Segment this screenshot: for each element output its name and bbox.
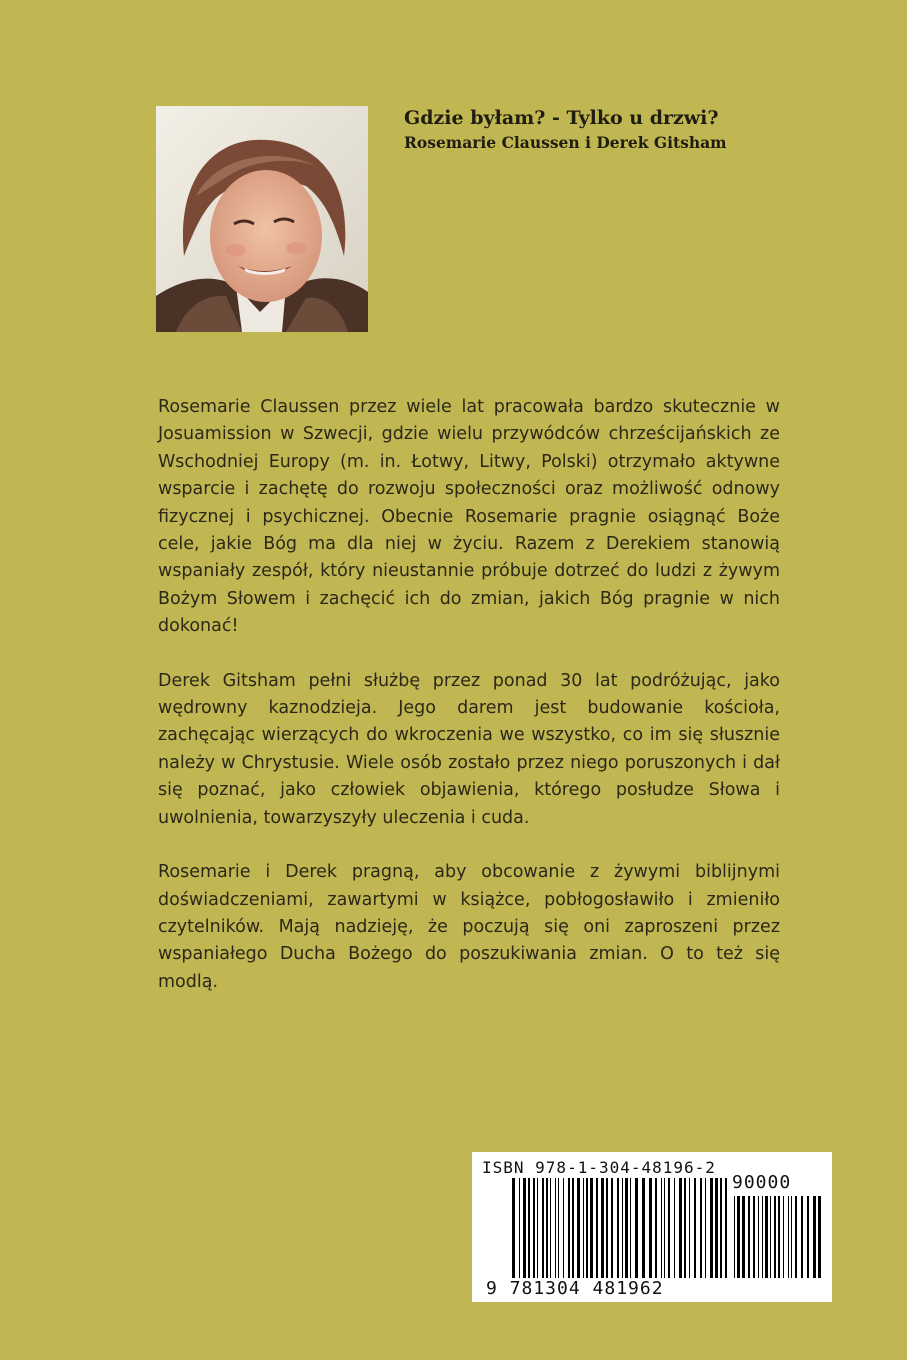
barcode-bar [774, 1196, 776, 1278]
barcode-bar [635, 1178, 638, 1278]
barcode-bar [668, 1178, 670, 1278]
barcode-bar [737, 1196, 740, 1278]
barcode-bar [577, 1178, 580, 1278]
barcode-bar [617, 1178, 619, 1278]
barcode-bar [807, 1196, 809, 1278]
barcode-bar [734, 1196, 735, 1278]
barcode-bar [606, 1178, 608, 1278]
barcode-bar [748, 1196, 750, 1278]
barcode-bar [558, 1178, 559, 1278]
title-block [404, 106, 784, 154]
barcode-bar [528, 1178, 530, 1278]
book-title: Gdzie byłam? - Tylko u drzwi? [404, 107, 719, 129]
barcode-bar [705, 1178, 706, 1278]
paragraph-both: Rosemarie i Derek pragną, aby obcowanie z żywymi biblijnymi doświadczeniami, zawartymi w książce, pobłogosławiło i zmieniło czytelników. Mają nadzieję, że poczują się oni zaproszeni przez wspaniałego Ducha Bożego do poszukiwania zmian. O to też się modlą. [158, 862, 780, 992]
barcode-bar [778, 1196, 780, 1278]
barcode-bar [625, 1178, 628, 1278]
isbn-barcode [472, 1152, 832, 1302]
barcode-bar [550, 1178, 551, 1278]
price-code: 90000 [732, 1172, 792, 1193]
barcode-bar [742, 1196, 745, 1278]
barcode-bar [753, 1196, 755, 1278]
barcode-bar [512, 1178, 515, 1278]
barcode-bar [622, 1178, 623, 1278]
barcode-bar [689, 1178, 690, 1278]
barcode-bar [694, 1178, 696, 1278]
barcode-bar [590, 1178, 593, 1278]
barcode-bar [715, 1178, 718, 1278]
addon-barcode-bars [734, 1196, 824, 1278]
barcode-bars [512, 1178, 730, 1278]
barcode-bar [684, 1178, 686, 1278]
barcode-bar [700, 1178, 702, 1278]
barcode-bar [758, 1196, 759, 1278]
barcode-bar [664, 1178, 665, 1278]
barcode-bar [783, 1196, 784, 1278]
barcode-bar [655, 1178, 657, 1278]
barcode-bar [642, 1178, 645, 1278]
barcode-bar [583, 1178, 584, 1278]
barcode-bar [674, 1178, 675, 1278]
barcode-bar [601, 1178, 604, 1278]
barcode-bar [679, 1178, 682, 1278]
isbn-label: ISBN 978-1-304-48196-2 [482, 1158, 716, 1177]
author-photo [156, 106, 368, 332]
paragraph-rosemarie: Rosemarie Claussen przez wiele lat pracowała bardzo skutecznie w Josuamission w Szwecji, gdzie wielu przywódców chrześcijańskich ze Wschodniej Europy (m. in. Łotwy, Litwy, Polski) otrzymało aktywne wsparcie i zachętę do rozwoju społeczności oraz możliwość odnowy fizycznej i psychicznej. Obecnie Rosemarie pragnie osiągnąć Boże cele, jakie Bóg ma dla niej w życiu. Razem z Derekiem stanowią wspaniały zespół, który nieustannie próbuje dotrzeć do ludzi z żywym Bożym Słowem i zachęcić ich do zmian, jakich Bóg pragnie w nich dokonać! [158, 397, 780, 637]
barcode-bar [661, 1178, 662, 1278]
barcode-bar [795, 1196, 797, 1278]
barcode-bar [519, 1178, 520, 1278]
barcode-bar [555, 1178, 556, 1278]
barcode-bar [770, 1196, 771, 1278]
paragraph-derek: Derek Gitsham pełni służbę przez ponad 30 lat podróżując, jako wędrowny kaznodzieja. Jego darem jest budowanie kościoła, zachęcając wierzących do wkroczenia we wszystko, co im się słusznie należy w Chrystusie. Wiele osób zostało przez niego poruszonych i dał się poznać, jako człowiek objawienia, którego posłudze Słowa i uwolnienia, towarzyszyły uleczenia i cuda. [158, 670, 780, 828]
barcode-bar [710, 1178, 713, 1278]
barcode-bar [818, 1196, 821, 1278]
barcode-bar [611, 1178, 613, 1278]
barcode-bar [649, 1178, 652, 1278]
barcode-bar [546, 1178, 548, 1278]
barcode-bar [537, 1178, 538, 1278]
author-portrait-image [156, 106, 368, 332]
blurb-text [158, 394, 780, 1023]
barcode-bar [788, 1196, 789, 1278]
barcode-bar [801, 1196, 803, 1278]
barcode-bar [586, 1178, 588, 1278]
barcode-bar [523, 1178, 526, 1278]
barcode-bar [762, 1196, 763, 1278]
book-authors: Rosemarie Claussen i Derek Gitsham [404, 133, 727, 152]
barcode-bar [720, 1178, 722, 1278]
barcode-digits: 9 781304 481962 [486, 1278, 664, 1299]
barcode-bar [563, 1178, 564, 1278]
barcode-bar [791, 1196, 792, 1278]
barcode-bar [813, 1196, 816, 1278]
barcode-bar [568, 1178, 570, 1278]
barcode-bar [533, 1178, 535, 1278]
barcode-bar [765, 1196, 768, 1278]
barcode-bar [542, 1178, 544, 1278]
barcode-bar [725, 1178, 727, 1278]
barcode-bar [630, 1178, 631, 1278]
barcode-bar [572, 1178, 574, 1278]
barcode-bar [596, 1178, 598, 1278]
